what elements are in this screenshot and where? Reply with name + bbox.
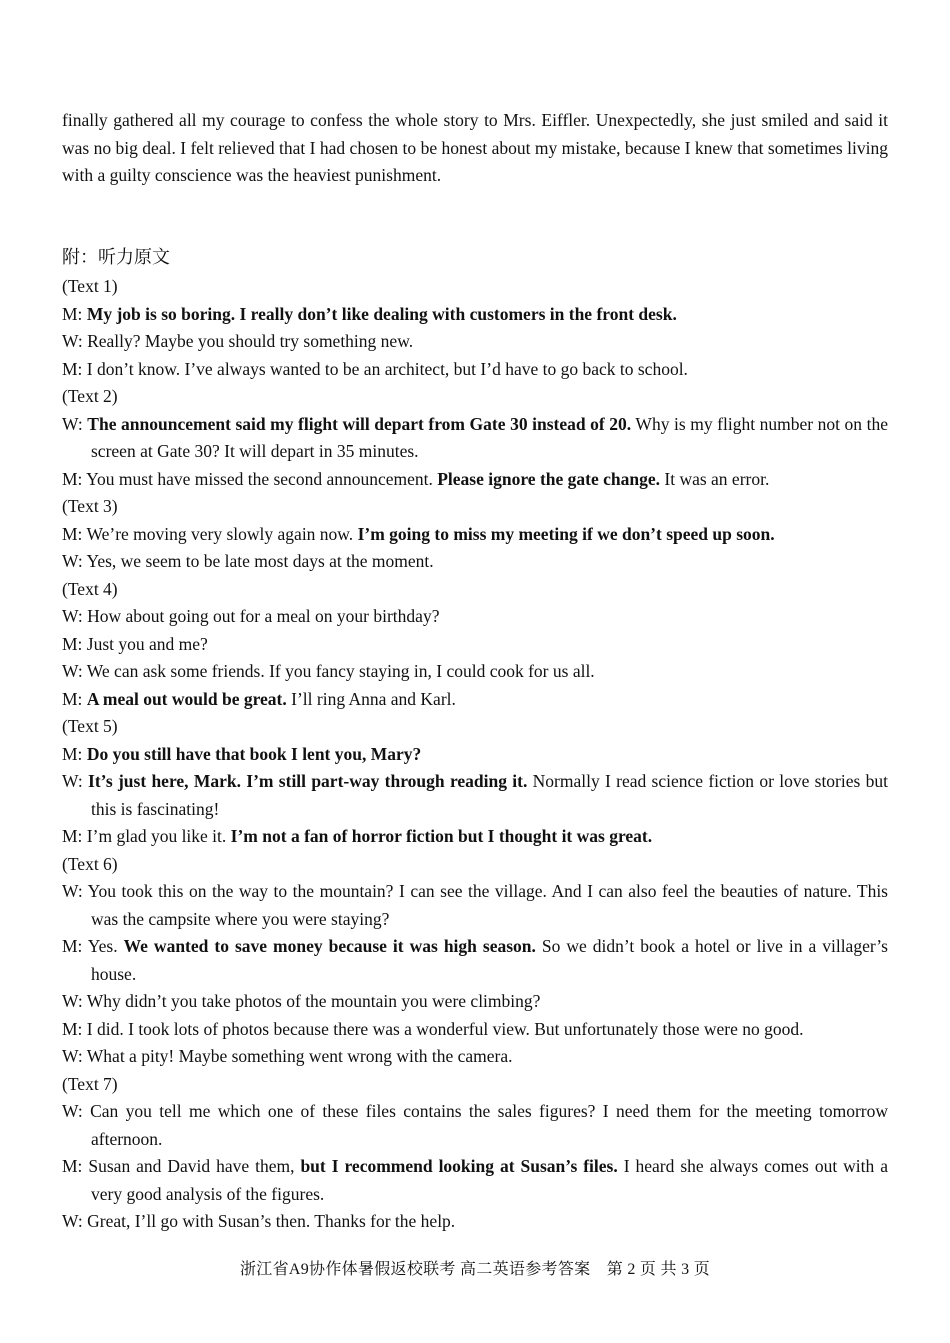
dialogue-text: M: We’re moving very slowly again now. <box>62 523 358 544</box>
dialogue-text: W: How about going out for a meal on your birthday? <box>62 606 440 626</box>
dialogue-line <box>62 328 888 356</box>
key-sentence: A meal out would be great. <box>86 688 287 709</box>
dialogue-line <box>62 741 888 769</box>
dialogue-text: W: Great, I’ll go with Susan’s then. Thanks for the help. <box>62 1211 456 1231</box>
dialogue-text: W: Really? Maybe you should try something new. <box>62 331 414 351</box>
key-sentence: It’s just here, Mark. I’m still part-way through reading it. <box>88 771 528 791</box>
dialogue-text: W: <box>62 413 88 434</box>
key-sentence: but I recommend looking at Susan’s files. <box>300 1156 618 1176</box>
dialogue-line <box>62 631 888 659</box>
dialogue-text: M: Yes. <box>62 936 124 956</box>
key-sentence: My job is so boring. I really don’t like dealing with customers in the front desk. <box>86 303 677 324</box>
dialogue-line <box>62 878 888 933</box>
dialogue-text: W: Yes, we seem to be late most days at the moment. <box>62 551 434 571</box>
text-label: (Text 2) <box>62 386 118 406</box>
dialogue-text: W: You took this on the way to the mountain? I can see the village. And I can also feel the beauties of nature. This was the campsite where you were staying? <box>62 881 888 929</box>
text-label: (Text 6) <box>62 853 118 874</box>
dialogue-text: M: I did. I took lots of photos because there was a wonderful view. But unfortunately those were no good. <box>62 1018 804 1039</box>
dialogue-line <box>62 603 888 631</box>
dialogue-text: M: <box>62 688 87 709</box>
text-label: (Text 1) <box>62 276 118 296</box>
dialogue-text: Why is my flight number not on the screen at Gate 30? It will depart in 35 minutes. <box>91 413 888 461</box>
dialogue-text: M: Just you and me? <box>62 633 208 654</box>
text-label: (Text 3) <box>62 496 118 516</box>
dialogue-text: M: Susan and David have them, <box>62 1156 301 1176</box>
text-label: (Text 7) <box>62 1073 118 1094</box>
dialogue-text: M: You must have missed the second announcement. <box>62 468 438 489</box>
dialogue-text: W: We can ask some friends. If you fancy staying in, I could cook for us all. <box>62 661 595 681</box>
page-footer: 浙江省A9协作体暑假返校联考 高二英语参考答案 第 2 页 共 3 页 <box>239 1261 711 1278</box>
key-sentence: I’m going to miss my meeting if we don’t speed up soon. <box>357 523 775 544</box>
key-sentence: I’m not a fan of horror fiction but I thought it was great. <box>230 826 653 846</box>
dialogue-text: M: <box>62 743 87 764</box>
appendix-heading: 附：听力原文 <box>62 247 170 267</box>
dialogue-line <box>62 768 888 823</box>
key-sentence: Do you still have that book I lent you, Mary? <box>86 743 422 764</box>
dialogue-text: So we didn’t book a hotel or live in a villager’s house. <box>91 936 888 984</box>
dialogue-line <box>62 301 888 329</box>
dialogue-line <box>62 1043 888 1071</box>
dialogue-text: Normally I read science fiction or love stories but this is fascinating! <box>91 771 888 819</box>
dialogue-line <box>62 1208 888 1236</box>
dialogue-text: I heard she always comes out with a very good analysis of the figures. <box>91 1156 889 1204</box>
dialogue-line <box>62 686 888 714</box>
dialogue-text: W: Can you tell me which one of these files contains the sales figures? I need them for the meeting tomorrow afternoon. <box>62 1101 888 1149</box>
dialogue-line <box>62 466 888 494</box>
key-sentence: The announcement said my flight will depart from Gate 30 instead of 20. <box>87 413 632 434</box>
dialogue-line <box>62 658 888 686</box>
dialogue-text: It was an error. <box>660 468 770 489</box>
text-label: (Text 5) <box>62 716 118 736</box>
key-sentence: Please ignore the gate change. <box>437 468 660 489</box>
dialogue-text: M: I don’t know. I’ve always wanted to be an architect, but I’d have to go back to school. <box>62 358 688 379</box>
dialogue-line <box>62 356 888 384</box>
dialogue-text: W: Why didn’t you take photos of the mountain you were climbing? <box>62 991 541 1011</box>
dialogue-line <box>62 1016 888 1044</box>
dialogue-line <box>62 988 888 1016</box>
key-sentence: We wanted to save money because it was high season. <box>123 936 536 956</box>
dialogue-text: M: <box>62 303 87 324</box>
dialogue-line <box>62 933 888 988</box>
dialogue-line <box>62 1153 888 1208</box>
listening-transcript <box>62 273 888 1236</box>
dialogue-line <box>62 548 888 576</box>
dialogue-text: M: I’m glad you like it. <box>62 826 231 846</box>
dialogue-line <box>62 1098 888 1153</box>
dialogue-text: W: What a pity! Maybe something went wrong with the camera. <box>62 1046 513 1066</box>
dialogue-line <box>62 521 888 549</box>
essay-continuation-paragraph: finally gathered all my courage to confess the whole story to Mrs. Eiffler. Unexpectedly, she just smiled and said it was no big deal. I felt relieved that I had chosen to be honest about my mistake, because I knew that sometimes living with a guilty conscience was the heaviest punishment. <box>62 110 888 185</box>
dialogue-line <box>62 411 888 466</box>
text-label: (Text 4) <box>62 578 118 599</box>
dialogue-text: W: <box>62 771 89 791</box>
dialogue-line <box>62 823 888 851</box>
dialogue-text: I’ll ring Anna and Karl. <box>286 688 456 709</box>
